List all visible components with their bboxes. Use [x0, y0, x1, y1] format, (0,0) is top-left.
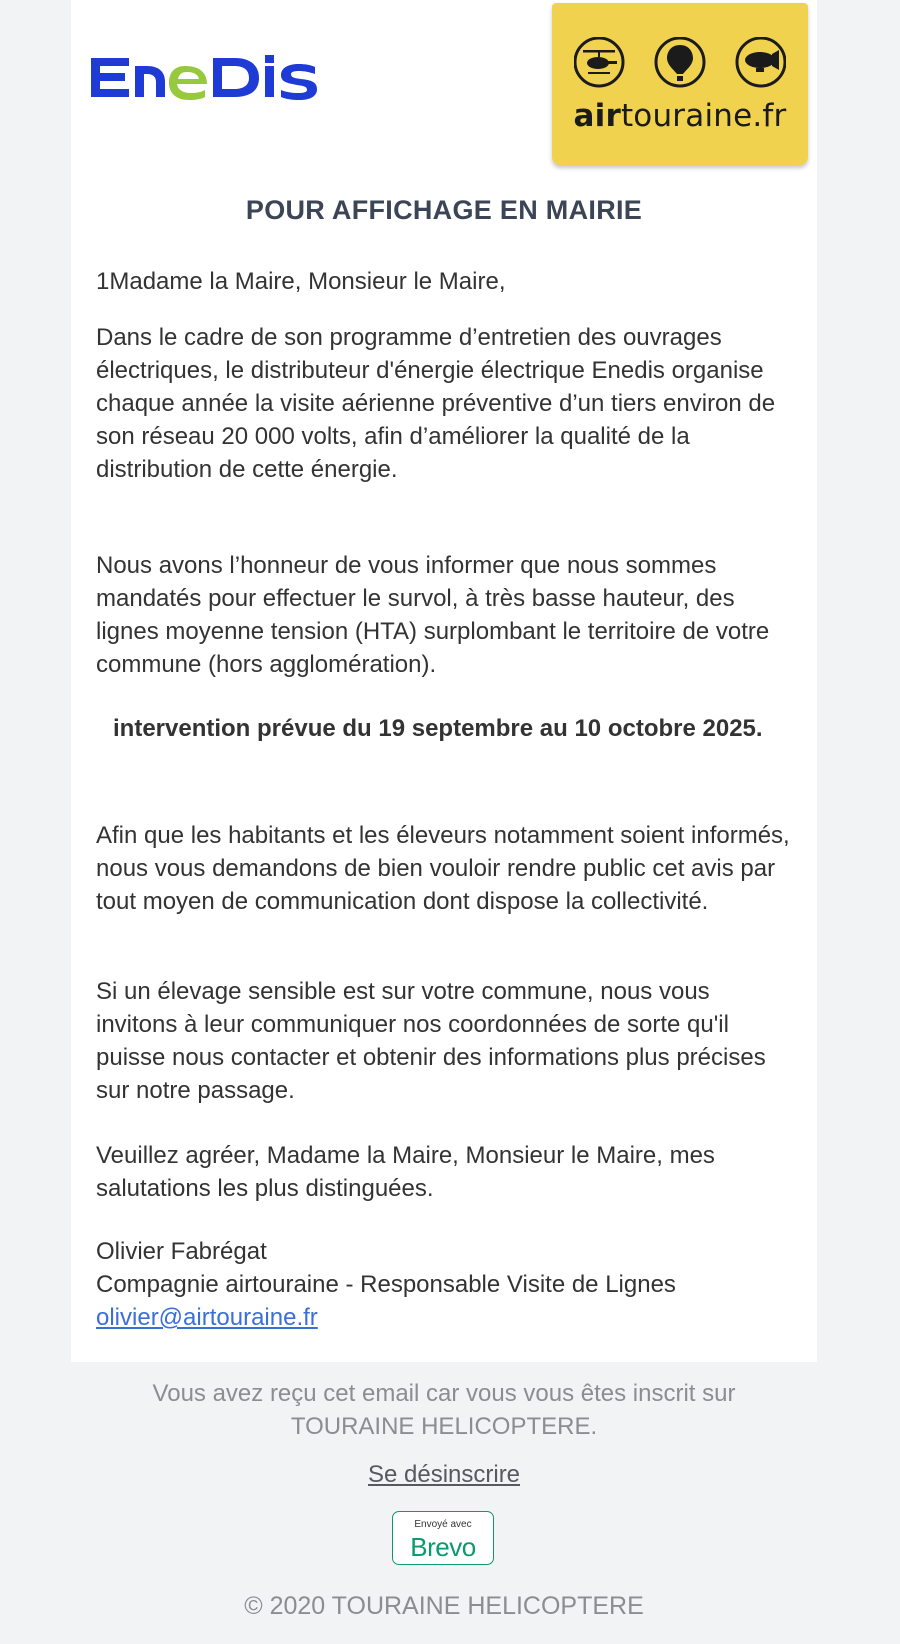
balloon-icon — [656, 38, 704, 86]
paragraph-livestock: Si un élevage sensible est sur votre commune, nous vous invitons à leur communiquer nos coordonnées de sorte qu'il puisse nous contacter et obtenir des informations plus précises sur notre passage. — [96, 978, 766, 1104]
unsubscribe-row — [71, 1461, 817, 1489]
brevo-logo-text: Brevo — [410, 1532, 476, 1562]
airtouraine-logo — [552, 3, 808, 165]
subscription-notice-line1: Vous avez reçu cet email car vous vous êtes inscrit sur — [152, 1380, 736, 1407]
email-title: POUR AFFICHAGE EN MAIRIE — [245, 195, 643, 225]
paragraph-announcement: Nous avons l’honneur de vous informer que nous sommes mandatés pour effectuer le survol, à très basse hauteur, des lignes moyenne tension (HTA) surplombant le territoire de votre commune (hors agglomération). — [96, 552, 770, 678]
subscription-notice-line2: TOURAINE HELICOPTERE. — [290, 1413, 598, 1440]
paragraph-program: Dans le cadre de son programme d’entretien des ouvrages électriques, le distributeur d'énergie électrique Enedis organise chaque année la visite aérienne préventive d’un tiers environ de son réseau 20 000 volts, afin d’améliorer la qualité de la distribution de cette énergie. — [96, 324, 776, 483]
copyright: © 2020 TOURAINE HELICOPTERE — [244, 1592, 644, 1620]
brevo-badge-caption: Envoyé avec — [414, 1519, 472, 1530]
closing-formula: Veuillez agréer, Madame la Maire, Monsieur le Maire, mes salutations les plus distinguées. — [96, 1142, 715, 1202]
airtouraine-brand: airtouraine.fr — [573, 98, 787, 134]
airship-icon — [737, 38, 785, 86]
signature-name: Olivier Fabrégat — [96, 1238, 267, 1265]
enedis-logo — [89, 52, 329, 104]
intervention-dates: intervention prévue du 19 septembre au 10 octobre 2025. — [113, 715, 763, 742]
unsubscribe-link[interactable]: Se désinscrire — [367, 1461, 521, 1488]
signature-email-line — [96, 1301, 796, 1334]
paragraph-request: Afin que les habitants et les éleveurs notamment soient informés, nous vous demandons de bien vouloir rendre public cet avis par tout moyen de communication dont dispose la collectivité. — [96, 822, 790, 915]
signature-email-link[interactable]: olivier@airtouraine.fr — [96, 1304, 318, 1331]
signature-role: Compagnie airtouraine - Responsable Visite de Lignes — [96, 1271, 676, 1298]
helicopter-icon — [575, 38, 623, 86]
brevo-badge[interactable] — [392, 1511, 494, 1565]
greeting: 1Madame la Maire, Monsieur le Maire, — [96, 268, 506, 295]
